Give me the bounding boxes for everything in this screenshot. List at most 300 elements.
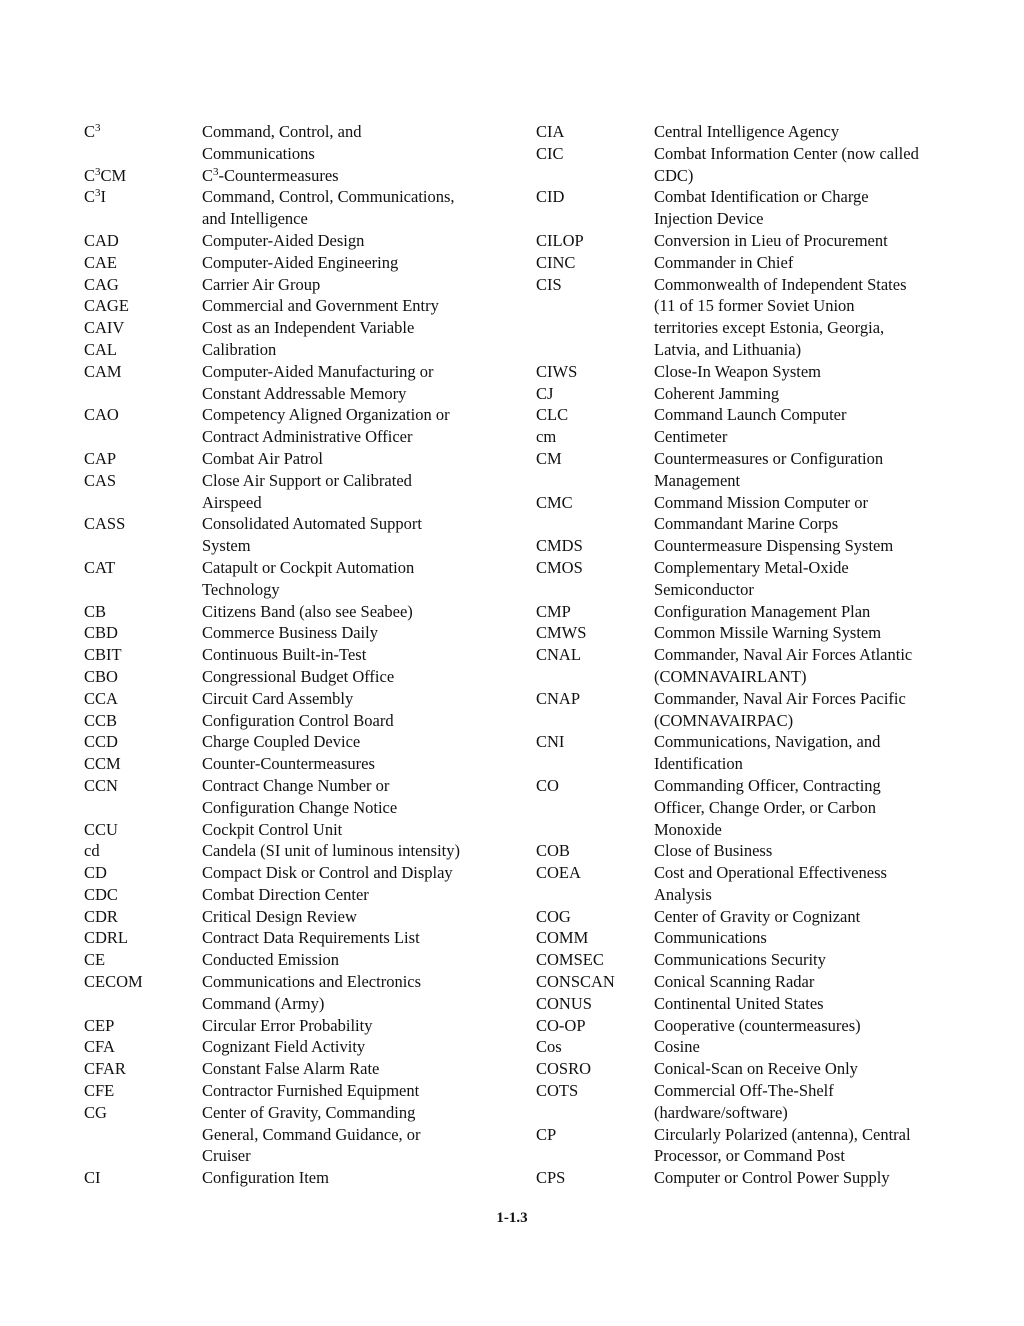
glossary-entry bbox=[536, 143, 956, 187]
definition-line: Conversion in Lieu of Procurement bbox=[654, 230, 888, 250]
definition-line: Cruiser bbox=[202, 1146, 251, 1166]
glossary-entry bbox=[84, 339, 504, 361]
glossary-abbreviation: CAS bbox=[84, 470, 117, 490]
definition-line bbox=[202, 165, 504, 187]
glossary-entry bbox=[84, 165, 504, 187]
glossary-abbreviation: CMOS bbox=[536, 557, 583, 577]
definition-line: Computer-Aided Engineering bbox=[202, 252, 399, 272]
definition-line: Commander in Chief bbox=[654, 252, 794, 272]
definition-line: Airspeed bbox=[202, 492, 262, 512]
glossary-abbreviation: CIA bbox=[536, 122, 565, 141]
glossary-definition bbox=[654, 252, 956, 274]
glossary-definition bbox=[202, 1058, 504, 1080]
glossary-entry bbox=[536, 1167, 956, 1189]
glossary-entry bbox=[536, 383, 956, 405]
definition-line: Processor, or Command Post bbox=[654, 1146, 845, 1166]
definition-line: Cosine bbox=[654, 1037, 700, 1057]
glossary-entry bbox=[84, 361, 504, 405]
glossary-abbreviation: CCN bbox=[84, 775, 118, 795]
glossary-definition bbox=[202, 884, 504, 906]
glossary-definition bbox=[202, 601, 504, 623]
definition-line: Compact Disk or Control and Display bbox=[202, 863, 453, 883]
glossary-entry bbox=[84, 753, 504, 775]
glossary-definition bbox=[202, 862, 504, 884]
glossary-entry bbox=[536, 274, 956, 361]
definition-line: Command Mission Computer or bbox=[654, 492, 869, 512]
glossary-abbreviation: CECOM bbox=[84, 972, 143, 992]
definition-line: territories except Estonia, Georgia, bbox=[654, 318, 885, 338]
glossary-entry bbox=[84, 840, 504, 862]
glossary-entry bbox=[536, 644, 956, 688]
glossary-entry bbox=[536, 949, 956, 971]
glossary-abbreviation: CP bbox=[536, 1124, 557, 1144]
definition-line: Communications, Navigation, and bbox=[654, 732, 881, 752]
definition-line: Commandant Marine Corps bbox=[654, 514, 839, 534]
definition-line: Combat Identification or Charge bbox=[654, 187, 869, 207]
glossary-abbreviation: CAO bbox=[84, 405, 119, 425]
glossary-definition bbox=[654, 840, 956, 862]
glossary-definition bbox=[202, 317, 504, 339]
glossary-abbreviation bbox=[84, 121, 202, 143]
glossary-definition bbox=[202, 927, 504, 949]
glossary-entry bbox=[84, 404, 504, 448]
definition-line: Complementary Metal-Oxide bbox=[654, 557, 849, 577]
definition-line: Semiconductor bbox=[654, 579, 754, 599]
glossary-definition bbox=[654, 121, 956, 143]
glossary-abbreviation: CM bbox=[536, 448, 562, 468]
definition-line: General, Command Guidance, or bbox=[202, 1124, 421, 1144]
glossary-entry bbox=[84, 470, 504, 514]
definition-line: Communications bbox=[654, 928, 767, 948]
glossary-definition bbox=[202, 295, 504, 317]
glossary-definition bbox=[202, 622, 504, 644]
definition-line: Cost and Operational Effectiveness bbox=[654, 863, 887, 883]
glossary-abbreviation: CCM bbox=[84, 754, 121, 774]
glossary-abbreviation: CDC bbox=[84, 884, 118, 904]
glossary-abbreviation: CPS bbox=[536, 1168, 566, 1188]
definition-line: Commerce Business Daily bbox=[202, 623, 378, 643]
definition-line: Command, Control, Communications, bbox=[202, 187, 455, 207]
glossary-entry bbox=[536, 601, 956, 623]
glossary-abbreviation: Cos bbox=[536, 1037, 562, 1057]
glossary-entry bbox=[84, 601, 504, 623]
glossary-definition bbox=[654, 993, 956, 1015]
glossary-entry bbox=[84, 710, 504, 732]
definition-line: Congressional Budget Office bbox=[202, 666, 395, 686]
glossary-entry bbox=[536, 993, 956, 1015]
glossary-entry bbox=[84, 186, 504, 230]
glossary-abbreviation: CBIT bbox=[84, 645, 122, 665]
glossary-entry bbox=[84, 1036, 504, 1058]
glossary-abbreviation: CB bbox=[84, 601, 107, 621]
glossary-definition bbox=[202, 513, 504, 557]
abbreviation-superscript: 3 bbox=[95, 165, 101, 178]
definition-line: Circular Error Probability bbox=[202, 1015, 373, 1035]
definition-line: Common Missile Warning System bbox=[654, 623, 882, 643]
definition-line: Charge Coupled Device bbox=[202, 732, 361, 752]
definition-line: Configuration Control Board bbox=[202, 710, 394, 730]
glossary-entry bbox=[536, 186, 956, 230]
glossary-entry bbox=[84, 1167, 504, 1189]
glossary-abbreviation: COTS bbox=[536, 1081, 579, 1101]
glossary-definition bbox=[654, 1015, 956, 1037]
definition-line: Cooperative (countermeasures) bbox=[654, 1015, 861, 1035]
definition-line: Latvia, and Lithuania) bbox=[654, 339, 802, 359]
glossary-definition bbox=[202, 1036, 504, 1058]
glossary-definition bbox=[654, 1124, 956, 1168]
definition-superscript: 3 bbox=[213, 165, 219, 178]
definition-line: (hardware/software) bbox=[654, 1102, 788, 1122]
definition-line: and Intelligence bbox=[202, 209, 308, 229]
glossary-definition bbox=[654, 361, 956, 383]
abbreviation-base: C bbox=[84, 122, 96, 141]
definition-line: Center of Gravity, Commanding bbox=[202, 1102, 416, 1122]
glossary-abbreviation: CLC bbox=[536, 405, 569, 425]
definition-line: (11 of 15 former Soviet Union bbox=[654, 296, 855, 316]
glossary-definition bbox=[654, 448, 956, 492]
definition-line: Monoxide bbox=[654, 819, 722, 839]
glossary-abbreviation: CAM bbox=[84, 361, 122, 381]
glossary-definition bbox=[202, 274, 504, 296]
glossary-entry bbox=[536, 1124, 956, 1168]
definition-line: Computer-Aided Manufacturing or bbox=[202, 361, 434, 381]
glossary-abbreviation: CONSCAN bbox=[536, 972, 615, 992]
glossary-abbreviation: CIWS bbox=[536, 361, 578, 381]
definition-line: Cost as an Independent Variable bbox=[202, 318, 415, 338]
glossary-abbreviation: CINC bbox=[536, 252, 576, 272]
glossary-entry bbox=[84, 819, 504, 841]
glossary-abbreviation: CAP bbox=[84, 448, 117, 468]
glossary-definition bbox=[654, 404, 956, 426]
glossary-definition bbox=[202, 819, 504, 841]
glossary-entry bbox=[536, 731, 956, 775]
glossary-abbreviation: CO-OP bbox=[536, 1015, 586, 1035]
glossary-definition bbox=[654, 927, 956, 949]
glossary-entry bbox=[84, 622, 504, 644]
glossary-abbreviation: CID bbox=[536, 187, 565, 207]
glossary-entry bbox=[536, 448, 956, 492]
glossary-definition bbox=[202, 666, 504, 688]
definition-line: Coherent Jamming bbox=[654, 383, 780, 403]
abbreviation-superscript: 3 bbox=[95, 122, 101, 134]
glossary-entry bbox=[84, 949, 504, 971]
glossary-entry bbox=[536, 1036, 956, 1058]
glossary-entry bbox=[536, 535, 956, 557]
glossary-abbreviation: CONUS bbox=[536, 993, 592, 1013]
glossary-entry bbox=[84, 775, 504, 819]
definition-line: Center of Gravity or Cognizant bbox=[654, 906, 861, 926]
glossary-abbreviation: cm bbox=[536, 427, 557, 447]
abbreviation-tail: I bbox=[100, 187, 107, 207]
glossary-definition bbox=[202, 448, 504, 470]
definition-line: Commonwealth of Independent States bbox=[654, 274, 907, 294]
glossary-definition bbox=[202, 731, 504, 753]
definition-line: Commander, Naval Air Forces Pacific bbox=[654, 688, 906, 708]
definition-line: (COMNAVAIRLANT) bbox=[654, 666, 807, 686]
glossary-abbreviation: CD bbox=[84, 863, 107, 883]
glossary-definition bbox=[202, 1080, 504, 1102]
glossary-entry bbox=[536, 361, 956, 383]
definition-line: Conical Scanning Radar bbox=[654, 972, 815, 992]
glossary-definition bbox=[202, 404, 504, 448]
glossary-abbreviation: CAD bbox=[84, 230, 119, 250]
glossary-abbreviation: CCU bbox=[84, 819, 118, 839]
glossary-definition bbox=[654, 535, 956, 557]
glossary-abbreviation: CFA bbox=[84, 1037, 115, 1057]
glossary-abbreviation: CCA bbox=[84, 688, 118, 708]
glossary-definition bbox=[202, 1167, 504, 1189]
definition-line: Injection Device bbox=[654, 209, 764, 229]
glossary-entry bbox=[84, 688, 504, 710]
glossary-definition bbox=[654, 274, 956, 361]
glossary-abbreviation: COMSEC bbox=[536, 950, 604, 970]
glossary-entry bbox=[536, 927, 956, 949]
glossary-definition bbox=[654, 1058, 956, 1080]
glossary-abbreviation: CAT bbox=[84, 557, 116, 577]
definition-line: Management bbox=[654, 470, 741, 490]
definition-line: Continental United States bbox=[654, 993, 824, 1013]
glossary-abbreviation: CAIV bbox=[84, 318, 125, 338]
definition-line: Analysis bbox=[654, 884, 712, 904]
glossary-entry bbox=[84, 1015, 504, 1037]
glossary-entry bbox=[536, 862, 956, 906]
glossary-definition bbox=[654, 557, 956, 601]
glossary-entry bbox=[536, 1015, 956, 1037]
glossary-abbreviation: CNAP bbox=[536, 688, 581, 708]
definition-line: Cockpit Control Unit bbox=[202, 819, 343, 839]
glossary-entry bbox=[536, 252, 956, 274]
glossary-abbreviation: CILOP bbox=[536, 230, 584, 250]
glossary-definition bbox=[654, 971, 956, 993]
glossary-definition bbox=[202, 121, 504, 165]
definition-line: Commercial Off-The-Shelf bbox=[654, 1081, 834, 1101]
definition-line: Critical Design Review bbox=[202, 906, 357, 926]
glossary-entry bbox=[536, 426, 956, 448]
glossary-entry bbox=[84, 448, 504, 470]
glossary-definition bbox=[654, 186, 956, 230]
glossary-abbreviation: CJ bbox=[536, 383, 554, 403]
glossary-definition bbox=[654, 383, 956, 405]
glossary-abbreviation: CASS bbox=[84, 514, 126, 534]
glossary-definition bbox=[654, 949, 956, 971]
glossary-definition bbox=[202, 775, 504, 819]
glossary-definition bbox=[202, 361, 504, 405]
definition-line: Communications bbox=[202, 143, 315, 163]
definition-line: CDC) bbox=[654, 165, 694, 185]
glossary-right-column bbox=[536, 121, 956, 1189]
definition-line: Close of Business bbox=[654, 841, 773, 861]
definition-line: Combat Information Center (now called bbox=[654, 143, 919, 163]
definition-line: Catapult or Cockpit Automation bbox=[202, 557, 415, 577]
glossary-definition bbox=[202, 470, 504, 514]
glossary-abbreviation: CDRL bbox=[84, 928, 129, 948]
glossary-definition bbox=[202, 1015, 504, 1037]
glossary-definition bbox=[654, 1167, 956, 1189]
glossary-abbreviation: CG bbox=[84, 1102, 107, 1122]
glossary-entry bbox=[84, 884, 504, 906]
definition-line: Contract Change Number or bbox=[202, 775, 390, 795]
glossary-abbreviation: COB bbox=[536, 841, 570, 861]
glossary-definition bbox=[654, 622, 956, 644]
glossary-definition bbox=[654, 644, 956, 688]
glossary-definition bbox=[654, 1080, 956, 1124]
glossary-definition bbox=[202, 753, 504, 775]
glossary-entry bbox=[536, 230, 956, 252]
glossary-entry bbox=[536, 688, 956, 732]
glossary-definition bbox=[202, 230, 504, 252]
definition-line: Officer, Change Order, or Carbon bbox=[654, 797, 876, 817]
definition-line: Calibration bbox=[202, 339, 277, 359]
definition-line: Command (Army) bbox=[202, 993, 325, 1013]
glossary-entry bbox=[84, 862, 504, 884]
glossary-entry bbox=[84, 121, 504, 165]
glossary-abbreviation: CAGE bbox=[84, 296, 129, 316]
definition-tail: -Countermeasures bbox=[218, 165, 339, 185]
glossary-entry bbox=[84, 252, 504, 274]
glossary-abbreviation: CI bbox=[84, 1168, 101, 1188]
definition-line: Constant False Alarm Rate bbox=[202, 1059, 380, 1079]
glossary-abbreviation: CEP bbox=[84, 1015, 115, 1035]
glossary-entry bbox=[84, 971, 504, 1015]
glossary-abbreviation: COEA bbox=[536, 863, 581, 883]
glossary-abbreviation: CAE bbox=[84, 252, 117, 272]
glossary-definition bbox=[202, 165, 504, 187]
glossary-abbreviation: COG bbox=[536, 906, 571, 926]
definition-line: Competency Aligned Organization or bbox=[202, 405, 450, 425]
definition-line: Circuit Card Assembly bbox=[202, 688, 354, 708]
glossary-entry bbox=[536, 1080, 956, 1124]
definition-line: Combat Air Patrol bbox=[202, 448, 323, 468]
definition-line: Technology bbox=[202, 579, 280, 599]
glossary-definition bbox=[654, 230, 956, 252]
glossary-entry bbox=[536, 557, 956, 601]
glossary-entry bbox=[536, 492, 956, 536]
glossary-definition bbox=[202, 949, 504, 971]
definition-line: Conical-Scan on Receive Only bbox=[654, 1059, 858, 1079]
glossary-abbreviation: CFAR bbox=[84, 1059, 126, 1079]
glossary-entry bbox=[84, 317, 504, 339]
glossary-entry bbox=[84, 1080, 504, 1102]
definition-line: Identification bbox=[654, 754, 743, 774]
definition-line: Computer-Aided Design bbox=[202, 230, 365, 250]
glossary-abbreviation: CO bbox=[536, 775, 559, 795]
glossary-abbreviation: cd bbox=[84, 841, 100, 861]
definition-line: Candela (SI unit of luminous intensity) bbox=[202, 841, 461, 861]
glossary-definition bbox=[202, 710, 504, 732]
definition-line: Countermeasure Dispensing System bbox=[654, 536, 894, 556]
glossary-entry bbox=[536, 121, 956, 143]
definition-line: System bbox=[202, 536, 251, 556]
glossary-abbreviation: CMDS bbox=[536, 536, 583, 556]
definition-base: C bbox=[202, 165, 214, 185]
glossary-abbreviation: CCB bbox=[84, 710, 118, 730]
glossary-definition bbox=[654, 143, 956, 187]
definition-line: Computer or Control Power Supply bbox=[654, 1168, 890, 1188]
glossary-definition bbox=[202, 971, 504, 1015]
glossary-entry bbox=[536, 840, 956, 862]
definition-line: Combat Direction Center bbox=[202, 884, 369, 904]
glossary-abbreviation: CFE bbox=[84, 1081, 115, 1101]
glossary-entry bbox=[536, 404, 956, 426]
glossary-entry bbox=[84, 295, 504, 317]
glossary-definition bbox=[654, 426, 956, 448]
definition-line: Citizens Band (also see Seabee) bbox=[202, 601, 413, 621]
glossary-definition bbox=[202, 557, 504, 601]
glossary-entry bbox=[84, 1058, 504, 1080]
definition-line: Commanding Officer, Contracting bbox=[654, 775, 881, 795]
definition-line: Configuration Item bbox=[202, 1168, 329, 1188]
glossary-abbreviation: CDR bbox=[84, 906, 118, 926]
glossary-entry bbox=[84, 230, 504, 252]
glossary-definition bbox=[654, 862, 956, 906]
glossary-left-column bbox=[84, 121, 504, 1189]
glossary-entry bbox=[84, 731, 504, 753]
definition-line: Command Launch Computer bbox=[654, 405, 847, 425]
glossary-entry bbox=[536, 971, 956, 993]
glossary-abbreviation: CAL bbox=[84, 339, 117, 359]
definition-line: Communications and Electronics bbox=[202, 972, 422, 992]
glossary-entry bbox=[536, 775, 956, 840]
glossary-definition bbox=[202, 252, 504, 274]
glossary-abbreviation: CE bbox=[84, 950, 106, 970]
definition-line: Consolidated Automated Support bbox=[202, 514, 422, 534]
definition-line: Command, Control, and bbox=[202, 122, 362, 141]
definition-line: Configuration Change Notice bbox=[202, 797, 398, 817]
glossary-definition bbox=[202, 186, 504, 230]
page-number: 1-1.3 bbox=[496, 1210, 528, 1226]
definition-line: Conducted Emission bbox=[202, 950, 340, 970]
glossary-abbreviation: CIC bbox=[536, 143, 564, 163]
abbreviation-base: C bbox=[84, 165, 96, 185]
glossary-entry bbox=[84, 274, 504, 296]
definition-line: Cognizant Field Activity bbox=[202, 1037, 366, 1057]
glossary-definition bbox=[202, 840, 504, 862]
definition-line: Contract Administrative Officer bbox=[202, 427, 413, 447]
definition-line: Commercial and Government Entry bbox=[202, 296, 439, 316]
glossary-entry bbox=[536, 906, 956, 928]
glossary-definition bbox=[654, 906, 956, 928]
abbreviation-superscript: 3 bbox=[95, 187, 101, 200]
glossary-definition bbox=[654, 731, 956, 775]
definition-line: Close Air Support or Calibrated bbox=[202, 470, 412, 490]
glossary-entry bbox=[84, 644, 504, 666]
glossary-abbreviation bbox=[84, 186, 202, 208]
glossary-definition bbox=[202, 906, 504, 928]
glossary-abbreviation: COSRO bbox=[536, 1059, 592, 1079]
glossary-entry bbox=[84, 927, 504, 949]
glossary-definition bbox=[202, 644, 504, 666]
glossary-definition bbox=[654, 688, 956, 732]
glossary-abbreviation bbox=[84, 165, 202, 187]
definition-line: Counter-Countermeasures bbox=[202, 754, 375, 774]
glossary-abbreviation: CMP bbox=[536, 601, 571, 621]
glossary-abbreviation: CBO bbox=[84, 666, 118, 686]
glossary-abbreviation: CBD bbox=[84, 623, 118, 643]
definition-line: Countermeasures or Configuration bbox=[654, 448, 884, 468]
definition-line: Contractor Furnished Equipment bbox=[202, 1081, 420, 1101]
definition-line: Contract Data Requirements List bbox=[202, 928, 420, 948]
definition-line: Centimeter bbox=[654, 427, 728, 447]
glossary-definition bbox=[654, 775, 956, 840]
glossary-abbreviation: CCD bbox=[84, 732, 118, 752]
definition-line: Continuous Built-in-Test bbox=[202, 645, 367, 665]
glossary-abbreviation: CNI bbox=[536, 732, 565, 752]
definition-line: Central Intelligence Agency bbox=[654, 122, 840, 141]
glossary-abbreviation: COMM bbox=[536, 928, 589, 948]
glossary-entry bbox=[536, 622, 956, 644]
glossary-abbreviation: CNAL bbox=[536, 645, 581, 665]
abbreviation-base: C bbox=[84, 187, 96, 207]
